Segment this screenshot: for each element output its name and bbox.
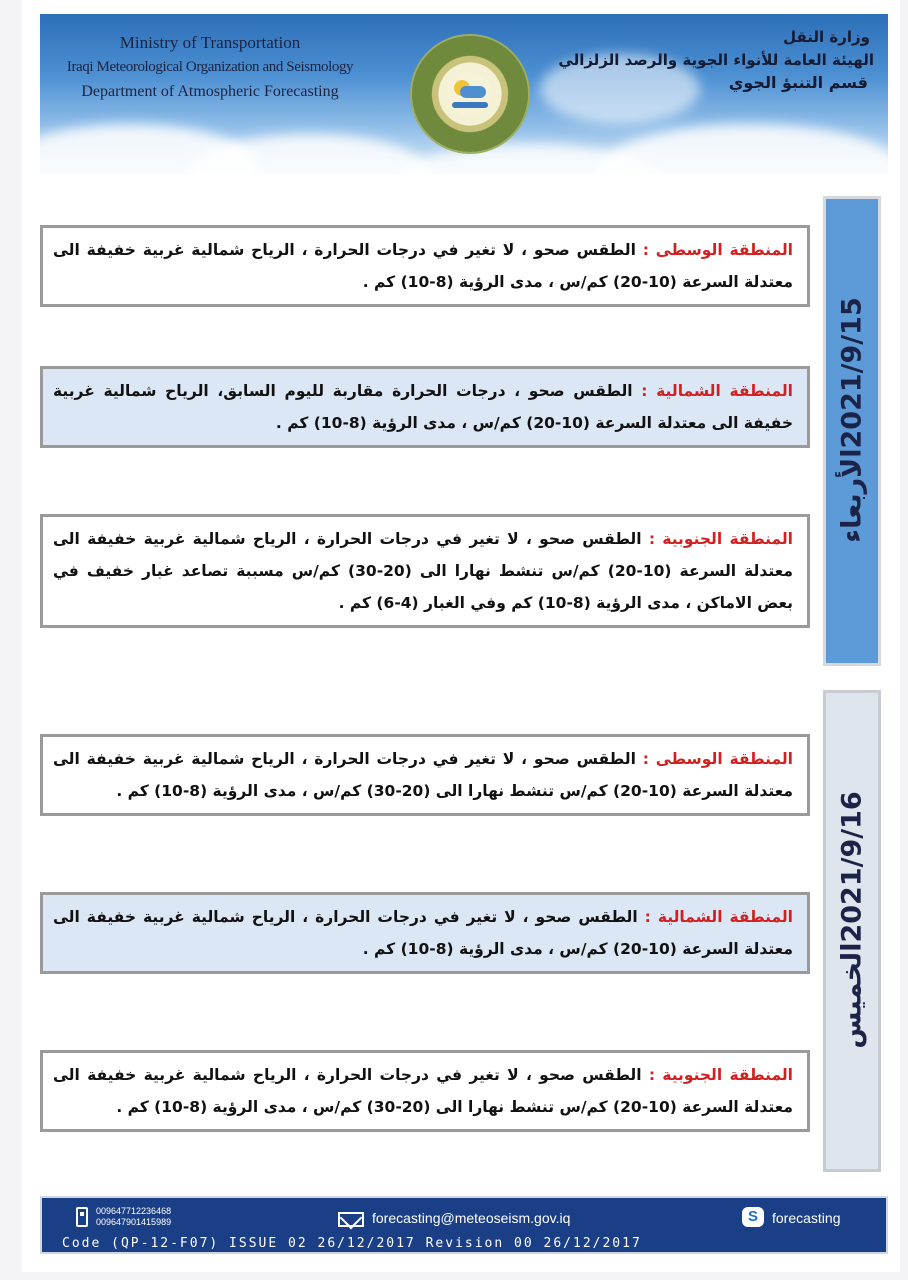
ministry-name-en: Ministry of Transportation (119, 33, 301, 52)
forecast-box-south-day-2 (40, 1050, 810, 1132)
forecast-box-north-day-1 (40, 366, 810, 448)
region-name: المنطقة الشمالية : (644, 908, 793, 926)
forecast-box-north-day-2 (40, 892, 810, 974)
region-name: المنطقة الجنوبية : (648, 1066, 793, 1084)
date-label (837, 791, 868, 1070)
organization-name-en: Iraqi Meteorological Organization and Seismology (66, 59, 354, 76)
region-name: المنطقة الجنوبية : (648, 530, 793, 548)
forecast-text: الطقس صحو ، لا تغير في درجات الحرارة ، الرياح شمالية غربية خفيفة الى معتدلة السرعة (10-20) كم/س ، مدى الرؤية (8-10) كم . (53, 908, 793, 958)
header-banner (40, 14, 888, 174)
date-label (837, 297, 868, 564)
phone-icon (76, 1207, 88, 1227)
ministry-name-ar: وزارة النقل (783, 28, 870, 46)
forecast-text: الطقس صحو ، درجات الحرارة مقاربة لليوم السابق، الرياح شمالية غربية خفيفة الى معتدلة السرعة (10-20) كم/س ، مدى الرؤية (8-10) كم . (53, 382, 793, 432)
forecast-box-central-day-1 (40, 225, 810, 307)
region-name: المنطقة الوسطى : (642, 241, 793, 259)
forecast-box-central-day-2 (40, 734, 810, 816)
department-name-en: Department of Atmospheric Forecasting (81, 82, 339, 100)
skype-icon: S (742, 1207, 764, 1227)
skype-handle: forecasting (772, 1210, 841, 1226)
day-name: الأربعاء (836, 448, 868, 543)
day-name: الخميس (836, 942, 868, 1049)
email-address: forecasting@meteoseism.gov.iq (372, 1210, 571, 1226)
phone-number: 009647712236468 (96, 1206, 172, 1216)
footer-bar (40, 1196, 888, 1254)
forecast-text: الطقس صحو ، لا تغير في درجات الحرارة ، الرياح شمالية غربية خفيفة الى معتدلة السرعة (10-20) كم/س ، مدى الرؤية (8-10) كم . (53, 241, 793, 291)
header-arabic-text (544, 26, 874, 95)
header-english-text (40, 30, 380, 104)
date-bar-day-2 (823, 690, 881, 1172)
phone-number: 009647901415989 (96, 1217, 172, 1227)
date-value: 2021/9/15 (836, 297, 868, 449)
date-value: 2021/9/16 (836, 791, 868, 943)
document-code-line: Code (QP-12-F07) ISSUE 02 26/12/2017 Revision 00 26/12/2017 (62, 1236, 642, 1251)
department-name-ar: قسم التنبؤ الجوي (728, 73, 868, 92)
mail-icon (338, 1212, 364, 1227)
forecast-text: الطقس صحو ، لا تغير في درجات الحرارة ، الرياح شمالية غربية خفيفة الى معتدلة السرعة (10-20) كم/س تنشط نهارا الى (20-30) كم/س مسببة تصاعد غبار خفيف في بعض الاماكن ، مدى الرؤية (8-10) كم وفي الغبار (4-6) كم . (53, 530, 793, 612)
region-name: المنطقة الوسطى : (642, 750, 793, 768)
phone-numbers (96, 1206, 171, 1228)
forecast-box-south-day-1 (40, 514, 810, 628)
region-name: المنطقة الشمالية : (641, 382, 793, 400)
forecast-text: الطقس صحو ، لا تغير في درجات الحرارة ، الرياح شمالية غربية خفيفة الى معتدلة السرعة (10-20) كم/س تنشط نهارا الى (20-30) كم/س ، مدى الرؤية (8-10) كم . (53, 750, 793, 800)
organization-name-ar: الهيئة العامة للأنواء الجوية والرصد الزلزالي (558, 50, 874, 69)
date-bar-day-1 (823, 196, 881, 666)
meteorology-seal-icon (412, 36, 528, 152)
forecast-text: الطقس صحو ، لا تغير في درجات الحرارة ، الرياح شمالية غربية خفيفة الى معتدلة السرعة (10-20) كم/س تنشط نهارا الى (20-30) كم/س ، مدى الرؤية (8-10) كم . (53, 1066, 793, 1116)
